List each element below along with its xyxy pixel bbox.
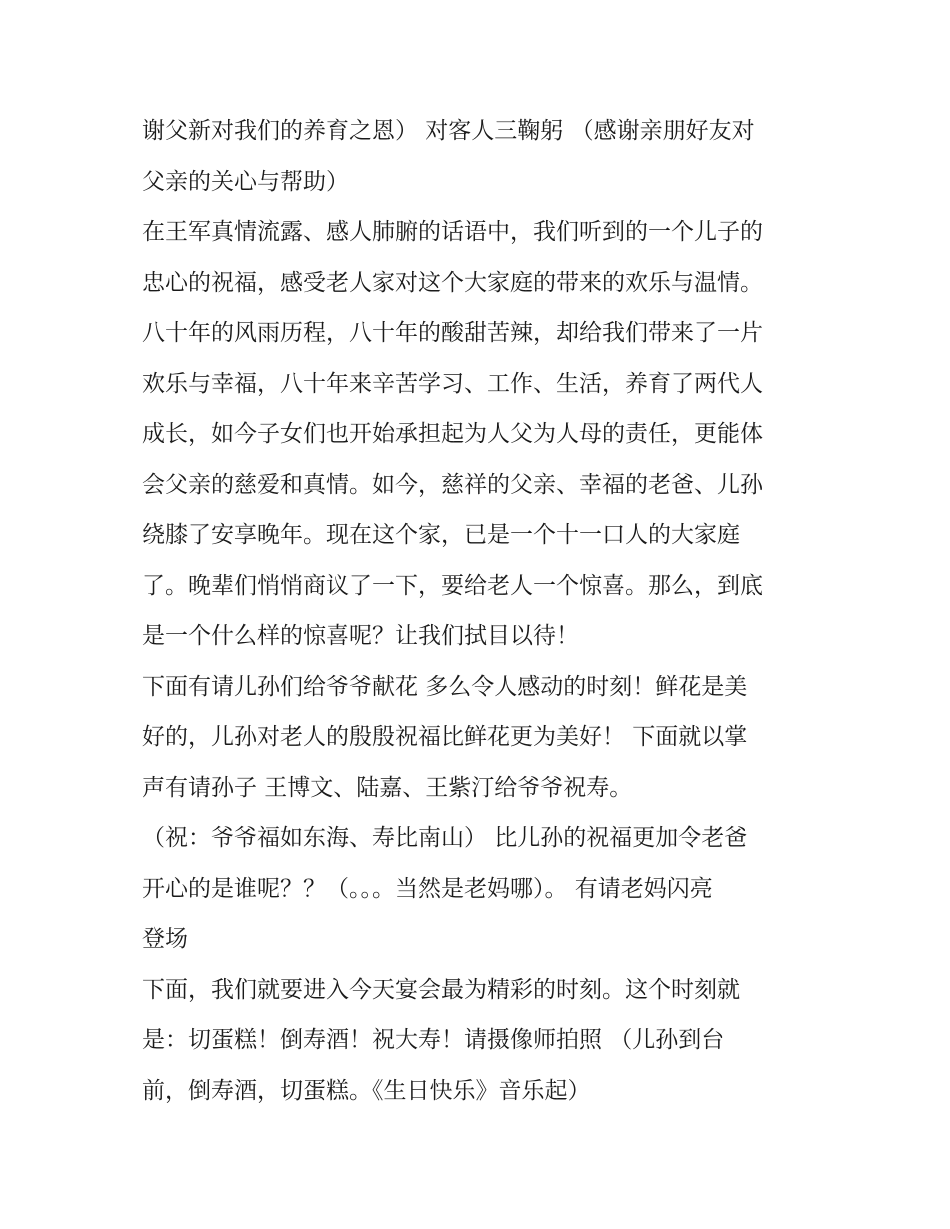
text-line: 父亲的关心与帮助） [142,168,349,195]
text-line: 声有请孙子 王博文、陆嘉、王紫汀给爷爷祝寿。 [142,774,633,801]
text-line: 绕膝了安享晚年。现在这个家，已是一个十一口人的大家庭 [142,522,740,548]
text-line: 开心的是谁呢？？（。。。当然是老妈哪）。 有请老妈闪亮 [142,875,713,902]
text-line: 登场 [142,926,188,952]
text-line: 前，倒寿酒，切蛋糕。《生日快乐》音乐起） [142,1077,591,1104]
text-line: 欢乐与幸福，八十年来辛苦学习、工作、生活，养育了两代人 [142,370,763,397]
document-body-text [142,106,822,1116]
text-line: 八十年的风雨历程，八十年的酸甜苦辣，却给我们带来了一片 [142,320,763,346]
text-line: 是：切蛋糕！倒寿酒！祝大寿！请摄像师拍照 （儿孙到台 [142,1027,725,1053]
text-line: 好的，儿孙对老人的殷殷祝福比鲜花更为美好！ 下面就以掌 [142,724,748,750]
text-line: 成长，如今子女们也开始承担起为人父为人母的责任，更能体 [142,421,763,447]
text-line: 谢父新对我们的养育之恩） 对客人三鞠躬 （感谢亲朋好友对 [142,118,755,144]
text-line: 了。晚辈们悄悄商议了一下，要给老人一个惊喜。那么，到底 [142,572,763,599]
text-line: 下面，我们就要进入今天宴会最为精彩的时刻。这个时刻就 [142,976,740,1003]
text-line: 忠心的祝福，感受老人家对这个大家庭的带来的欢乐与温情。 [142,269,763,296]
text-line: 是一个什么样的惊喜呢？让我们拭目以待！ [142,623,579,649]
text-line: 会父亲的慈爱和真情。如今，慈祥的父亲、幸福的老爸、儿孙 [142,471,763,498]
text-line: （祝：爷爷福如东海、寿比南山） 比儿孙的祝福更加令老爸 [142,825,748,851]
text-line: 在王军真情流露、感人肺腑的话语中，我们听到的一个儿子的 [142,219,763,245]
text-line: 下面有请儿孙们给爷爷献花 多么令人感动的时刻！鲜花是美 [142,673,748,700]
